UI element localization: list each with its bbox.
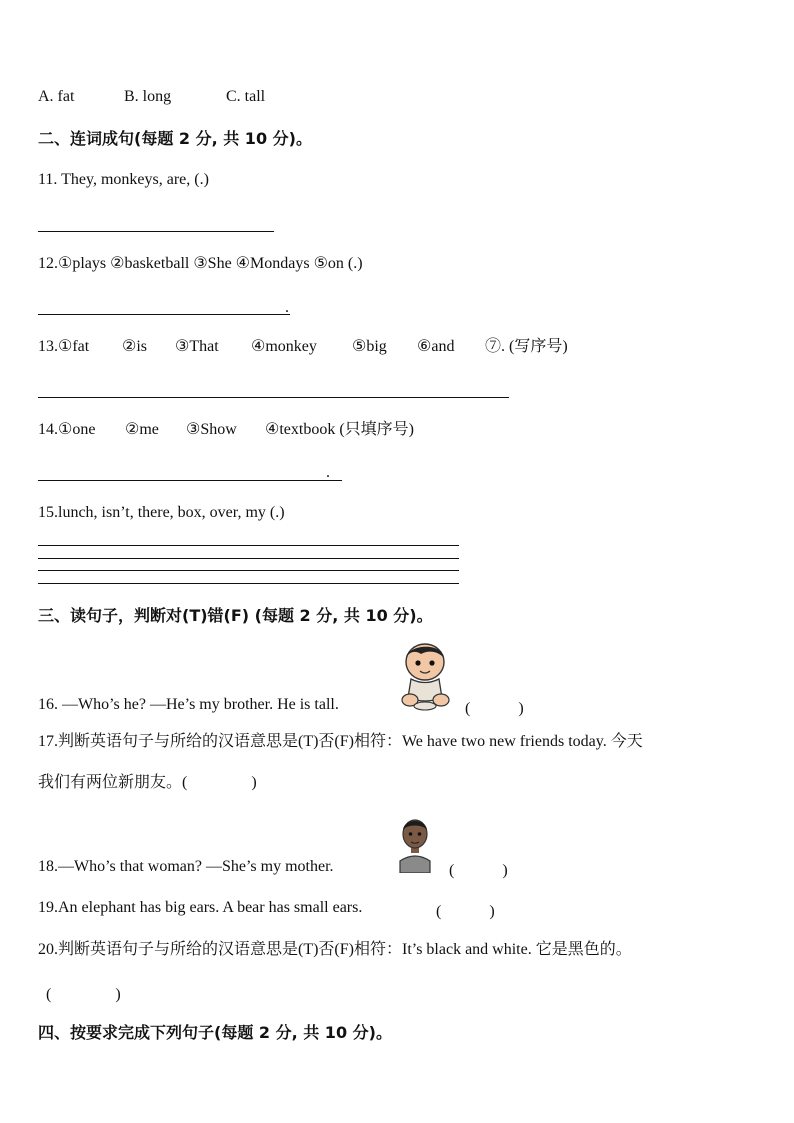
question-13-word-6: ⑥and bbox=[417, 338, 455, 355]
question-13-word-7: ⑦. (写序号) bbox=[485, 338, 568, 355]
question-12: 12.①plays ②basketball ③She ④Mondays ⑤on (.) bbox=[38, 255, 363, 272]
question-15: 15.lunch, isn’t, there, box, over, my (.) bbox=[38, 504, 285, 521]
answer-line-11 bbox=[38, 231, 274, 232]
question-13-word-3: ③That bbox=[175, 338, 219, 355]
question-14-word-1: 14.①one bbox=[38, 421, 96, 438]
answer-paren-19[interactable]: ( ) bbox=[436, 903, 495, 920]
question-13-word-2: ②is bbox=[122, 338, 148, 355]
answer-line-13 bbox=[38, 397, 509, 398]
man-portrait-illustration bbox=[396, 815, 434, 873]
answer-line-12 bbox=[38, 314, 290, 315]
baby-boy-illustration bbox=[397, 640, 453, 712]
option-b: B. long bbox=[124, 88, 172, 105]
answer-line-15-a bbox=[38, 545, 459, 546]
answer-line-15-d bbox=[38, 583, 459, 584]
option-c: C. tall bbox=[226, 88, 266, 105]
question-16: 16. —Who’s he? —He’s my brother. He is tall. bbox=[38, 696, 339, 713]
question-11: 11. They, monkeys, are, (.) bbox=[38, 171, 209, 188]
answer-end-mark-14: . bbox=[326, 464, 330, 481]
answer-end-mark-12: . bbox=[285, 299, 289, 316]
answer-paren-16[interactable]: ( ) bbox=[465, 700, 524, 717]
option-a: A. fat bbox=[38, 88, 75, 105]
answer-paren-20[interactable]: ( ) bbox=[46, 986, 121, 1003]
question-19: 19.An elephant has big ears. A bear has small ears. bbox=[38, 899, 363, 916]
answer-line-14 bbox=[38, 480, 342, 481]
question-20-line-1: 20.判断英语句子与所给的汉语意思是(T)否(F)相符：It’s black and white. 它是黑色的。 bbox=[38, 941, 632, 958]
answer-line-15-b bbox=[38, 558, 459, 559]
question-14-word-3: ③Show bbox=[186, 421, 237, 438]
section-4-heading: 四、按要求完成下列句子(每题 2 分, 共 10 分)。 bbox=[38, 1023, 392, 1042]
question-13-word-1: 13.①fat bbox=[38, 338, 90, 355]
question-17-line-2: 我们有两位新朋友。( ) bbox=[38, 774, 257, 791]
question-13-word-4: ④monkey bbox=[251, 338, 317, 355]
section-3-heading: 三、读句子，判断对(T)错(F) (每题 2 分, 共 10 分)。 bbox=[38, 606, 433, 625]
question-18: 18.—Who’s that woman? —She’s my mother. bbox=[38, 858, 334, 875]
section-2-heading: 二、连词成句(每题 2 分, 共 10 分)。 bbox=[38, 129, 312, 148]
question-17-line-1: 17.判断英语句子与所给的汉语意思是(T)否(F)相符：We have two new friends today. 今天 bbox=[38, 733, 643, 750]
answer-paren-18[interactable]: ( ) bbox=[449, 862, 508, 879]
question-14-word-4: ④textbook (只填序号) bbox=[265, 421, 414, 438]
answer-line-15-c bbox=[38, 570, 459, 571]
question-13-word-5: ⑤big bbox=[352, 338, 387, 355]
question-14-word-2: ②me bbox=[125, 421, 159, 438]
